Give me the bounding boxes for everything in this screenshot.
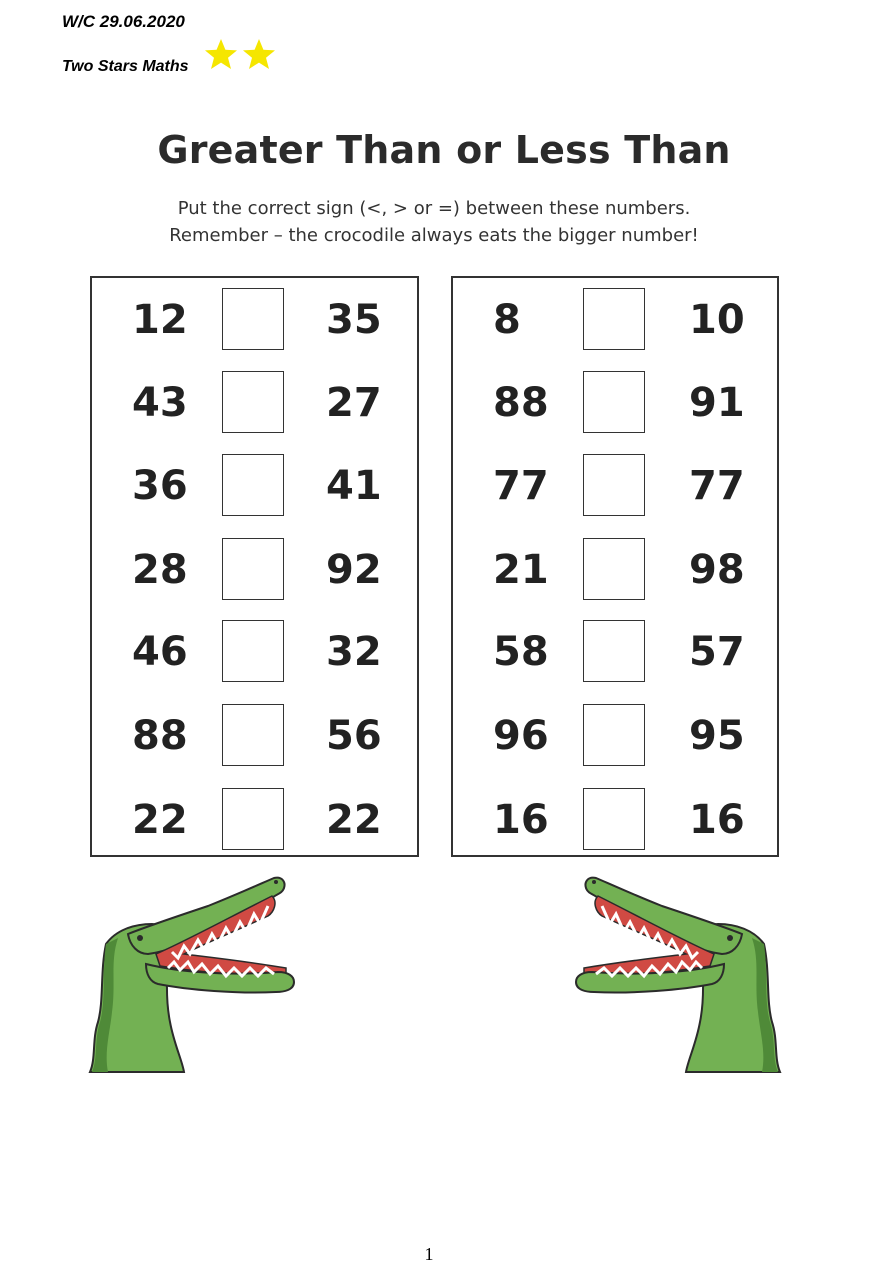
crocodile-facing-left-icon	[570, 872, 782, 1076]
answer-box[interactable]	[222, 288, 284, 350]
second-number: 10	[689, 297, 745, 343]
comparison-row	[92, 704, 417, 768]
second-number: 95	[689, 713, 745, 759]
comparison-row	[92, 620, 417, 684]
answer-box[interactable]	[222, 704, 284, 766]
second-number: 22	[326, 797, 382, 843]
answer-box[interactable]	[583, 454, 645, 516]
second-number: 91	[689, 380, 745, 426]
two-stars-icon	[202, 36, 282, 76]
comparison-panel-left	[90, 276, 419, 857]
second-number: 32	[326, 629, 382, 675]
first-number: 8	[493, 297, 521, 343]
first-number: 21	[493, 547, 549, 593]
first-number: 22	[132, 797, 188, 843]
second-number: 56	[326, 713, 382, 759]
answer-box[interactable]	[583, 704, 645, 766]
star-icon	[243, 39, 275, 69]
comparison-row	[92, 454, 417, 518]
answer-box[interactable]	[583, 538, 645, 600]
second-number: 35	[326, 297, 382, 343]
second-number: 98	[689, 547, 745, 593]
answer-box[interactable]	[583, 371, 645, 433]
comparison-row	[92, 538, 417, 602]
comparison-row	[453, 704, 777, 768]
comparison-row	[453, 371, 777, 435]
crocodile-facing-right-icon	[88, 872, 300, 1076]
second-number: 77	[689, 463, 745, 509]
page-number: 1	[424, 1244, 434, 1264]
page-title: Greater Than or Less Than	[157, 128, 731, 172]
difficulty-label: Two Stars Maths	[62, 58, 189, 75]
first-number: 16	[493, 797, 549, 843]
answer-box[interactable]	[222, 620, 284, 682]
comparison-row	[92, 288, 417, 352]
first-number: 12	[132, 297, 188, 343]
instruction-line-1: Put the correct sign (<, > or =) between these numbers.	[177, 198, 691, 219]
instructions	[0, 195, 868, 249]
first-number: 28	[132, 547, 188, 593]
comparison-row	[453, 788, 777, 852]
comparison-row	[453, 454, 777, 518]
first-number: 43	[132, 380, 188, 426]
comparison-row	[453, 288, 777, 352]
answer-box[interactable]	[222, 371, 284, 433]
comparison-panel-right	[451, 276, 779, 857]
star-icon	[205, 39, 237, 69]
answer-box[interactable]	[583, 288, 645, 350]
first-number: 88	[493, 380, 549, 426]
comparison-row	[92, 788, 417, 852]
answer-box[interactable]	[583, 788, 645, 850]
second-number: 16	[689, 797, 745, 843]
comparison-row	[453, 620, 777, 684]
comparison-row	[92, 371, 417, 435]
answer-box[interactable]	[583, 620, 645, 682]
first-number: 46	[132, 629, 188, 675]
answer-box[interactable]	[222, 788, 284, 850]
answer-box[interactable]	[222, 454, 284, 516]
first-number: 77	[493, 463, 549, 509]
first-number: 96	[493, 713, 549, 759]
first-number: 58	[493, 629, 549, 675]
comparison-row	[453, 538, 777, 602]
first-number: 36	[132, 463, 188, 509]
second-number: 57	[689, 629, 745, 675]
week-commencing-date: W/C 29.06.2020	[62, 12, 185, 31]
second-number: 27	[326, 380, 382, 426]
second-number: 41	[326, 463, 382, 509]
first-number: 88	[132, 713, 188, 759]
answer-box[interactable]	[222, 538, 284, 600]
instruction-line-2: Remember – the crocodile always eats the bigger number!	[169, 225, 699, 246]
second-number: 92	[326, 547, 382, 593]
